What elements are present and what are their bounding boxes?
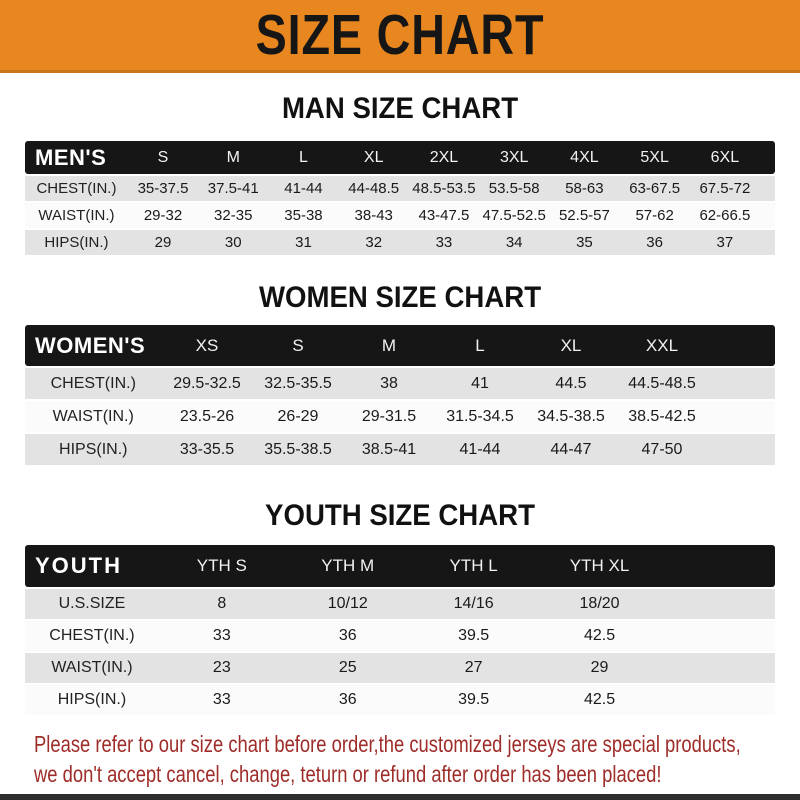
table-row <box>25 201 775 228</box>
size-value-cell: 53.5-58 <box>488 180 540 197</box>
size-value-cell: 44.5 <box>555 374 587 392</box>
column-header: XS <box>195 335 219 355</box>
table-header-row <box>25 325 775 366</box>
section-women <box>0 279 800 465</box>
size-value-cell: 33 <box>435 234 453 251</box>
row-label: WAIST(IN.) <box>38 207 115 224</box>
size-value-cell: 35 <box>576 234 593 251</box>
size-value-cell: 29 <box>590 659 609 676</box>
column-header: M <box>226 148 240 166</box>
table-row <box>25 587 775 619</box>
men-size-table <box>25 141 775 255</box>
size-value-cell: 31.5-34.5 <box>446 407 514 425</box>
table-header-label: WOMEN'S <box>35 332 146 358</box>
size-value-cell: 42.5 <box>583 627 616 644</box>
size-value-cell: 48.5-53.5 <box>412 180 476 197</box>
row-label: HIPS(IN.) <box>44 234 109 251</box>
size-value-cell: 36 <box>338 627 357 644</box>
size-value-cell: 44-47 <box>550 440 592 458</box>
size-value-cell: 42.5 <box>583 691 616 708</box>
disclaimer-line-1: Please refer to our size chart before order,the customized jerseys are special products, <box>34 731 741 757</box>
size-value-cell: 37.5-41 <box>207 180 259 197</box>
size-value-cell: 41-44 <box>459 440 501 458</box>
banner <box>0 0 800 73</box>
women-size-table <box>25 325 775 465</box>
table-row <box>25 399 775 432</box>
size-value-cell: 38.5-41 <box>361 440 417 458</box>
size-value-cell: 29-31.5 <box>361 407 417 425</box>
column-header: S <box>157 148 169 166</box>
table-row <box>25 366 775 399</box>
column-header: 2XL <box>429 148 459 166</box>
row-label: HIPS(IN.) <box>57 691 127 708</box>
column-header: YTH L <box>449 556 498 575</box>
size-value-cell: 26-29 <box>277 407 319 425</box>
table-header-label: YOUTH <box>35 553 122 578</box>
size-value-cell: 47.5-52.5 <box>482 207 546 224</box>
size-value-cell: 18/20 <box>579 595 620 612</box>
row-label: WAIST(IN.) <box>51 659 133 676</box>
size-value-cell: 62-66.5 <box>699 207 751 224</box>
column-header: S <box>292 335 304 355</box>
youth-size-table <box>25 545 775 715</box>
section-men <box>0 90 800 255</box>
size-value-cell: 38.5-42.5 <box>628 407 696 425</box>
column-header: XL <box>560 335 582 355</box>
column-header: L <box>299 148 308 166</box>
table-row <box>25 432 775 465</box>
size-value-cell: 38 <box>380 374 398 392</box>
size-value-cell: 34.5-38.5 <box>537 407 605 425</box>
size-value-cell: 35.5-38.5 <box>264 440 332 458</box>
disclaimer <box>34 729 800 789</box>
size-value-cell: 34 <box>505 234 523 251</box>
size-value-cell: 31 <box>295 234 312 251</box>
women-section-heading: WOMEN SIZE CHART <box>258 281 542 314</box>
row-label: U.S.SIZE <box>58 595 126 612</box>
size-value-cell: 44.5-48.5 <box>628 374 696 392</box>
size-value-cell: 36 <box>338 691 357 708</box>
size-value-cell: 32-35 <box>214 207 253 224</box>
table-header-row <box>25 141 775 174</box>
size-value-cell: 37 <box>716 234 734 251</box>
column-header: 5XL <box>640 148 669 166</box>
banner-title: SIZE CHART <box>255 3 545 67</box>
row-label: CHEST(IN.) <box>50 374 136 392</box>
size-value-cell: 38-43 <box>354 207 393 224</box>
bottom-strip <box>0 794 800 800</box>
size-value-cell: 33-35.5 <box>179 440 235 458</box>
size-value-cell: 39.5 <box>458 691 490 708</box>
column-header: XL <box>363 148 384 166</box>
size-value-cell: 44-48.5 <box>348 180 400 197</box>
size-value-cell: 36 <box>646 234 663 251</box>
column-header: YTH M <box>321 556 375 575</box>
size-value-cell: 47-50 <box>641 440 683 458</box>
table-row <box>25 174 775 201</box>
column-header: 6XL <box>710 148 740 166</box>
size-value-cell: 43-47.5 <box>418 207 470 224</box>
size-value-cell: 33 <box>212 691 231 708</box>
size-value-cell: 63-67.5 <box>629 180 681 197</box>
row-label: WAIST(IN.) <box>52 407 134 425</box>
size-value-cell: 30 <box>224 234 242 251</box>
youth-section-heading: YOUTH SIZE CHART <box>265 499 535 532</box>
size-value-cell: 27 <box>464 659 483 676</box>
size-value-cell: 29.5-32.5 <box>173 374 241 392</box>
size-value-cell: 35-38 <box>284 207 323 224</box>
size-value-cell: 29-32 <box>143 207 183 224</box>
column-header: 4XL <box>570 148 599 166</box>
column-header: XXL <box>645 335 679 355</box>
size-value-cell: 41 <box>471 374 489 392</box>
size-value-cell: 10/12 <box>327 595 368 612</box>
size-value-cell: 32 <box>365 234 383 251</box>
row-label: CHEST(IN.) <box>49 627 135 644</box>
size-value-cell: 41-44 <box>284 180 323 197</box>
size-value-cell: 29 <box>154 234 172 251</box>
table-row <box>25 651 775 683</box>
size-value-cell: 39.5 <box>458 627 490 644</box>
table-row <box>25 683 775 715</box>
size-value-cell: 14/16 <box>453 595 494 612</box>
table-row <box>25 228 775 255</box>
column-header: L <box>475 335 485 355</box>
size-value-cell: 52.5-57 <box>558 207 610 224</box>
table-header-row <box>25 545 775 587</box>
column-header: 3XL <box>499 148 529 166</box>
table-row <box>25 619 775 651</box>
column-header: YTH S <box>196 556 247 575</box>
size-value-cell: 23 <box>212 659 231 676</box>
men-section-heading: MAN SIZE CHART <box>281 92 519 125</box>
column-header: M <box>381 335 397 355</box>
column-header: YTH XL <box>569 556 630 575</box>
size-value-cell: 35-37.5 <box>137 180 189 197</box>
size-value-cell: 23.5-26 <box>179 407 235 425</box>
table-header-label: MEN'S <box>35 144 107 170</box>
disclaimer-line-2: we don't accept cancel, change, teturn or refund after order has been placed! <box>34 761 662 787</box>
size-value-cell: 67.5-72 <box>699 180 751 197</box>
size-value-cell: 32.5-35.5 <box>264 374 332 392</box>
size-value-cell: 58-63 <box>565 180 604 197</box>
section-youth <box>0 497 800 715</box>
size-value-cell: 8 <box>217 595 227 612</box>
row-label: HIPS(IN.) <box>59 440 128 458</box>
size-value-cell: 57-62 <box>635 207 674 224</box>
size-value-cell: 25 <box>338 659 357 676</box>
size-value-cell: 33 <box>212 627 231 644</box>
row-label: CHEST(IN.) <box>36 180 117 197</box>
